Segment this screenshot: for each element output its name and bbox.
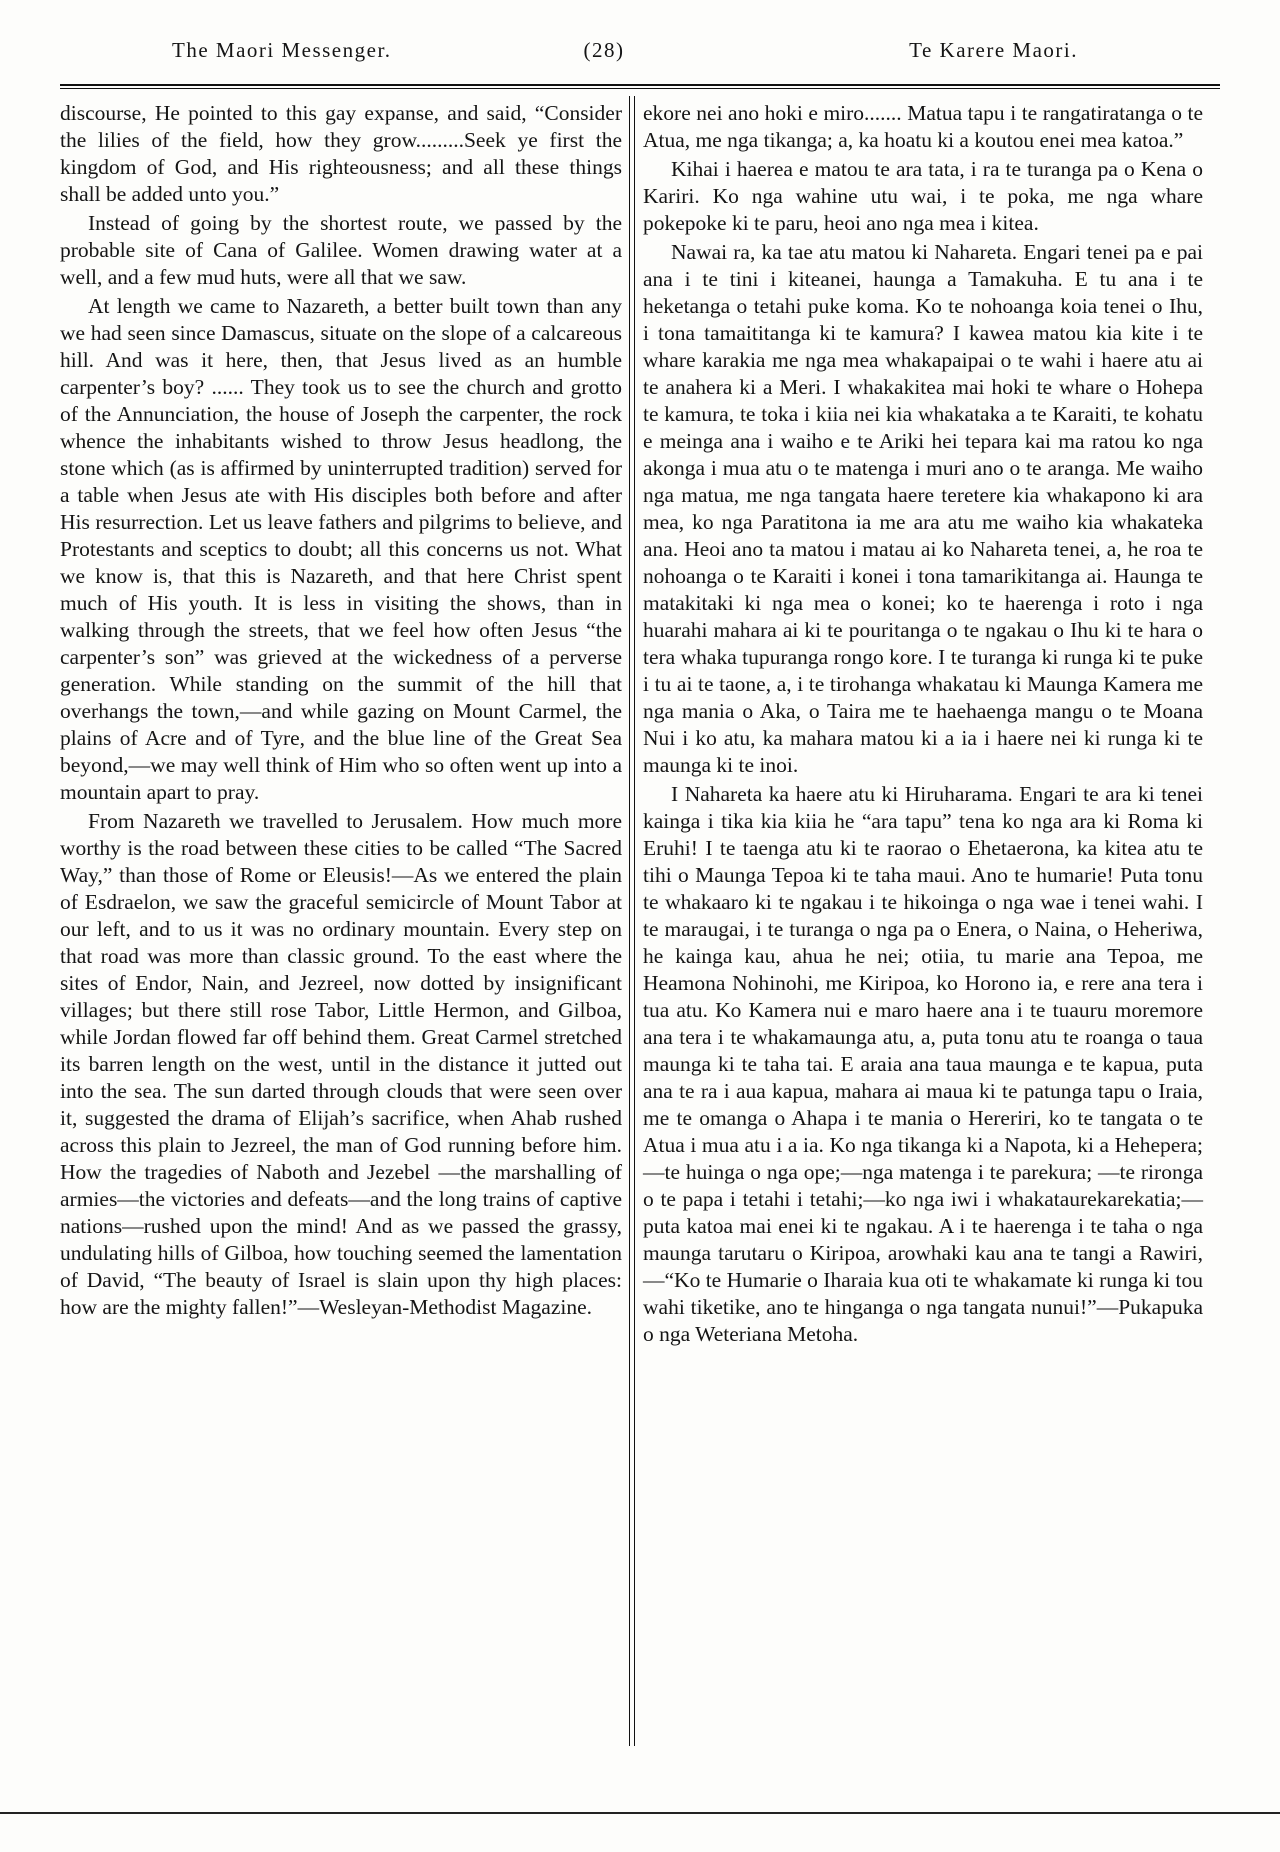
english-paragraph: At length we came to Nazareth, a better built town than any we had seen since Damascus, situate on the slope of a calcareous hill. And was it here, then, that Jesus lived as an humble carpenter’s boy? ...... They took us to see the church and grotto of the Annunciation, the house of Joseph the carpenter, the rock whence the inhabitants wished to throw Jesus headlong, the stone which (as is affirmed by uninterrupted tradition) served for a table when Jesus ate with His disciples both before and after His resurrection. Let us leave fathers and pilgrims to believe, and Protestants and sceptics to doubt; all this concerns us not. What we know is, that this is Nazareth, and that here Christ spent much of His youth. It is less in visiting the shows, than in walking through the streets, that we feel how often Jesus “the carpenter’s son” was grieved at the wickedness of a perverse generation. While standing on the summit of the hill that overhangs the town,—and while gazing on Mount Carmel, the plains of Acre and of Tyre, and the blue line of the Great Sea beyond,—we may well think of Him who so often went up into a mountain apart to pray.	[60, 294, 622, 804]
maori-paragraph: I Nahareta ka haere atu ki Hiruharama. Engari te ara ki tenei kainga i tika kia kiia he “ara tapu” tena ko nga ara ki Roma ki Eruhi! I te taenga atu ki te raorao o Ehetaerona, ka kitea atu te tihi o Maunga Tepoa ki te taha maui. Ano te humarie! Puta tonu te whakaaro ki te ngakau i te hikoinga o nga wae i tenei wahi. I te maraugai, i te turanga o nga pa o Enera, o Naina, o Heheriwa, he kainga kau, ahua he nei; otiia, tu marie ana Tepoa, me Heamona Nohinohi, me Kiripoa, ko Horono ia, e rere ana tera i tua atu. Ko Kamera nui e maro haere ana i te tuauru moremore ana tera i te whakamaunga atu, a, puta tonu atu te roanga o taua maunga ki te taha tai. E araia ana taua maunga e te kapua, puta ana te ra i aua kapua, mahara ai maua ki te patunga tapu o Iraia, me te omanga o Ahapa i te mania o Hereriri, ko te tangata o te Atua i mua atu i a ia. Ko nga tikanga ki a Napota, ki a Hehepera; —te huinga o nga ope;—nga matenga i te parekura; —te rironga o te papa i tetahi i tetahi;—ko nga iwi i whakataurekarekatia;—puta katoa mai enei ki te ngakau. A i te haerenga i te taha o nga maunga tarutaru o Kiripoa, arowhaki kau ana te tangi a Rawiri,—“Ko te Humarie o Iharaia kua oti te whakamate ki runga ki tou wahi tiketike, ano te hinganga o nga tangata nunui!”—Pukapuka o nga Weteriana Metoha.	[643, 782, 1203, 1346]
column-divider	[634, 96, 635, 1746]
maori-paragraph: ekore nei ano hoki e miro....... Matua tapu i te rangatiratanga o te Atua, me nga tikanga; a, ka hoatu ki a koutou enei mea katoa.”	[643, 101, 1203, 152]
column-divider	[629, 96, 630, 1746]
english-paragraph: Instead of going by the shortest route, we passed by the probable site of Cana of Galilee. Women drawing water at a well, and a few mud huts, were all that we saw.	[60, 211, 622, 289]
maori-paragraph: Kihai i haerea e matou te ara tata, i ra te turanga pa o Kena o Kariri. Ko nga wahine utu wai, i te poka, me nga whare pokepoke ki te paru, heoi ano nga mea i kitea.	[643, 157, 1203, 235]
english-paragraph: discourse, He pointed to this gay expanse, and said, “Consider the lilies of the field, how they grow.........Seek ye first the kingdom of God, and His righteousness; and all these things shall be added unto you.”	[60, 101, 622, 206]
header-title-english: The Maori Messenger.	[172, 38, 392, 62]
header-title-maori: Te Karere Maori.	[909, 38, 1078, 62]
header-rule-thin	[60, 88, 1220, 89]
english-column	[60, 100, 622, 1323]
header-rule	[60, 84, 1220, 86]
page-header	[60, 38, 1148, 68]
maori-paragraph: Nawai ra, ka tae atu matou ki Nahareta. Engari tenei pa e pai ana i te tini i kiteanei, haunga a Tamakuha. E tu ana i te heketanga o tetahi puke koma. Ko te nohoanga koia tenei o Ihu, i tona tamaititanga ki te kamura? I kawea matou kia kite i te whare karakia me nga mea whakapaipai o te wahi i haere atu ai te anahera ki a Meri. I whakakitea mai hoki te whare o Hohepa te kamura, te toka i kiia nei kia whakataka a te Karaiti, te kohatu e meinga ana i waiho e te Ariki hei tepara kai ma ratou ko nga akonga i mua atu o te matenga i muri ano o te aranga. Me waiho nga matua, me nga tangata haere teretere kia whakapono ki ara mea, ko nga Paratitona ia me ara atu me waiho kia whakateka ana. Heoi ano ta matou i matau ai ko Nahareta tenei, a, he roa te nohoanga o te Karaiti i konei i tona tamarikitanga ai. Haunga te matakitaki ki nga mea o konei; ko te haerenga i roto i nga huarahi mahara ai ki te pouritanga o te ngakau o Ihu ki te hara o tera whaka tupuranga rongo kore. I te turanga ki runga ki te puke i tu ai te taone, a, i te tirohanga whakatau ki Maunga Kamera me nga mania o Aka, o Taira me te haehaenga mangu o te Moana Nui i ko atu, ka mahara matou ki a ia i haere nei ki runga ki te maunga ki te inoi.	[643, 240, 1203, 777]
maori-column	[643, 100, 1203, 1350]
english-paragraph: From Nazareth we travelled to Jerusalem. How much more worthy is the road between these cities to be called “The Sacred Way,” than those of Rome or Eleusis!—As we entered the plain of Esdraelon, we saw the graceful semicircle of Mount Tabor at our left, and to us it was no ordinary mountain. Every step on that road was more than classic ground. To the east where the sites of Endor, Nain, and Jezreel, now dotted by insignificant villages; but there still rose Tabor, Little Hermon, and Gilboa, while Jordan flowed far off behind them. Great Carmel stretched its barren length on the west, until in the distance it jutted out into the sea. The sun darted through clouds that were seen over it, suggested the drama of Elijah’s sacrifice, when Ahab rushed across this plain to Jezreel, the man of God running before him. How the tragedies of Naboth and Jezebel —the marshalling of armies—the victories and defeats—and the long trains of captive nations—rushed upon the mind! And as we passed the grassy, undulating hills of Gilboa, how touching seemed the lamentation of David, “The beauty of Israel is slain upon thy high places: how are the mighty fallen!”—Wesleyan-Methodist Magazine.	[60, 809, 622, 1319]
page-bottom-edge	[0, 1812, 1280, 1814]
page-number: (28)	[583, 38, 625, 62]
